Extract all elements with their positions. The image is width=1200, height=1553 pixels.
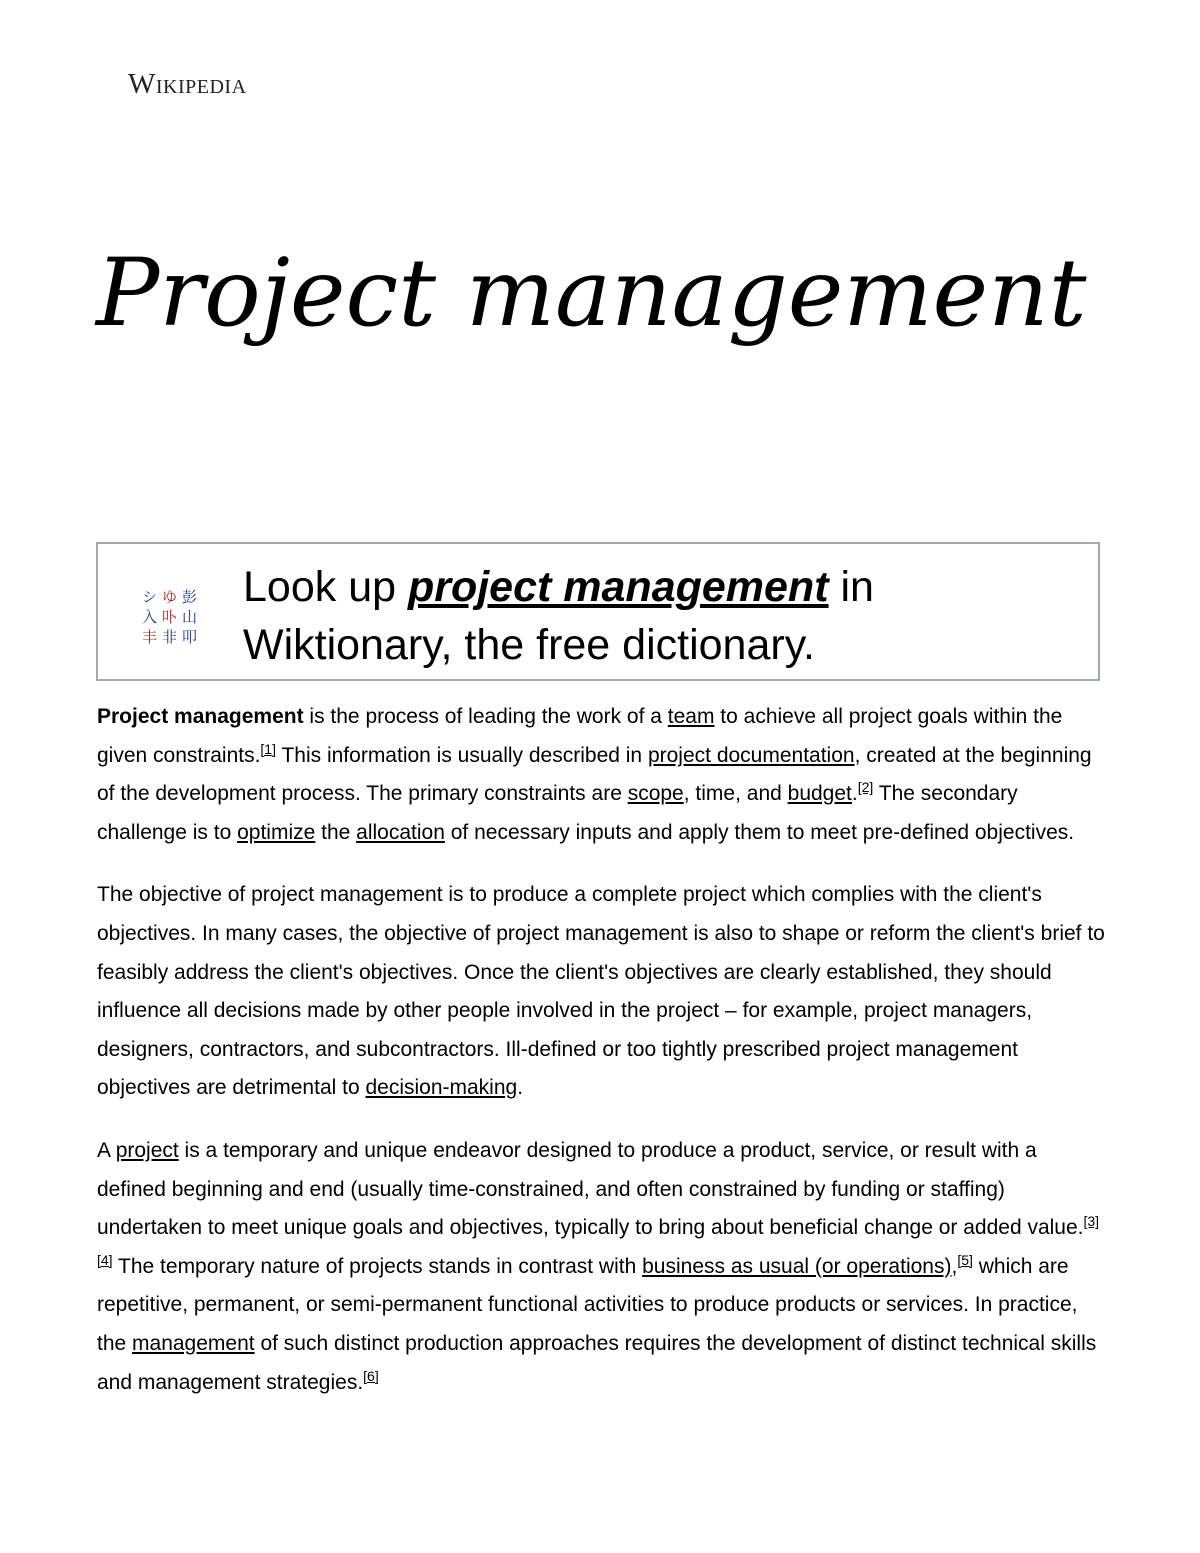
article-link[interactable]: budget bbox=[787, 782, 852, 806]
article-link[interactable]: business as usual (or operations) bbox=[642, 1254, 952, 1278]
svg-text:シ: シ bbox=[142, 588, 158, 606]
paragraph-text: is a temporary and unique endeavor designed to produce a product, service, or result with a defined beginning and end (usually time-constrained, and often constrained by funding or staffing) undertaken to meet unique goals and objectives, typically to bring about beneficial change or added value. bbox=[97, 1138, 1084, 1240]
paragraph-text: The temporary nature of projects stands in contrast with bbox=[112, 1254, 643, 1278]
svg-text:彭: 彭 bbox=[182, 588, 198, 606]
paragraph-text: of necessary inputs and apply them to meet pre-defined objectives. bbox=[444, 820, 1075, 844]
paragraph-text: , created at the beginning of the development process. The primary constraints are bbox=[97, 743, 1092, 806]
article-link[interactable]: team bbox=[667, 705, 715, 728]
wiktionary-suffix: in Wiktionary, the free dictionary. bbox=[243, 563, 874, 669]
svg-text:ゆ: ゆ bbox=[162, 588, 178, 606]
paragraph-text: . bbox=[517, 1076, 524, 1100]
svg-text:入: 入 bbox=[142, 608, 158, 626]
article-link[interactable]: management bbox=[132, 1331, 255, 1355]
paragraph bbox=[97, 1132, 1105, 1402]
article-link[interactable]: allocation bbox=[356, 820, 445, 844]
wiktionary-term-link[interactable]: project management bbox=[407, 563, 829, 611]
article-link[interactable]: optimize bbox=[237, 820, 316, 844]
bold-term: Project management bbox=[97, 705, 304, 728]
reference-link[interactable]: [4] bbox=[97, 1251, 113, 1268]
paragraph-text: of such distinct production approaches requires the development of distinct technical skills and management strategies. bbox=[97, 1331, 1097, 1394]
wikipedia-logo[interactable]: Wikipedia bbox=[128, 68, 247, 100]
paragraph-text: to achieve all project goals within the given constraints. bbox=[97, 705, 1063, 767]
svg-text:山: 山 bbox=[182, 608, 198, 626]
reference-link[interactable]: [2] bbox=[857, 779, 874, 796]
article-link[interactable]: scope bbox=[627, 782, 684, 806]
paragraph-text: , bbox=[951, 1254, 958, 1278]
paragraph-text: . bbox=[851, 782, 858, 806]
paragraph-text: which are repetitive, permanent, or semi-permanent functional activities to produce products or services. In practice, the bbox=[97, 1254, 1078, 1355]
paragraph-text: , time, and bbox=[683, 782, 788, 806]
reference-link[interactable]: [1] bbox=[260, 740, 276, 757]
wiktionary-logo-icon bbox=[140, 584, 204, 648]
article-link[interactable]: project bbox=[115, 1138, 179, 1162]
wiktionary-text bbox=[243, 558, 1063, 674]
paragraph bbox=[97, 876, 1105, 1108]
paragraph bbox=[97, 698, 1105, 852]
paragraph-text: the bbox=[315, 820, 357, 844]
svg-text:叩: 叩 bbox=[182, 628, 198, 646]
paragraph-text: A bbox=[97, 1138, 116, 1162]
wiktionary-prefix: Look up bbox=[243, 563, 408, 611]
reference-link[interactable]: [5] bbox=[957, 1251, 973, 1268]
svg-text:卟: 卟 bbox=[162, 608, 178, 626]
reference-link[interactable]: [6] bbox=[363, 1367, 379, 1384]
article-body bbox=[97, 698, 1105, 1426]
article-link[interactable]: decision-making bbox=[365, 1076, 518, 1100]
paragraph-text: is the process of leading the work of a bbox=[303, 705, 668, 728]
wiktionary-box bbox=[96, 542, 1100, 681]
svg-text:丰: 丰 bbox=[142, 628, 158, 646]
paragraph-text: This information is usually described in bbox=[276, 743, 648, 767]
article-link[interactable]: project documentation bbox=[647, 743, 855, 767]
paragraph-text: The secondary challenge is to bbox=[97, 782, 1018, 844]
reference-link[interactable]: [3] bbox=[1083, 1213, 1100, 1230]
page-title: Project management bbox=[96, 239, 1087, 348]
svg-text:非: 非 bbox=[162, 628, 178, 646]
paragraph-text: The objective of project management is to produce a complete project which complies with the client's objectives. In many cases, the objective of project management is also to shape or reform the client's brief to feasibly address the client's objectives. Once the client's objectives are clearly established, they should influence all decisions made by other people involved in the project – for example, project managers, designers, contractors, and subcontractors. Ill-defined or too tightly prescribed project management objectives are detrimental to bbox=[97, 883, 1105, 1100]
